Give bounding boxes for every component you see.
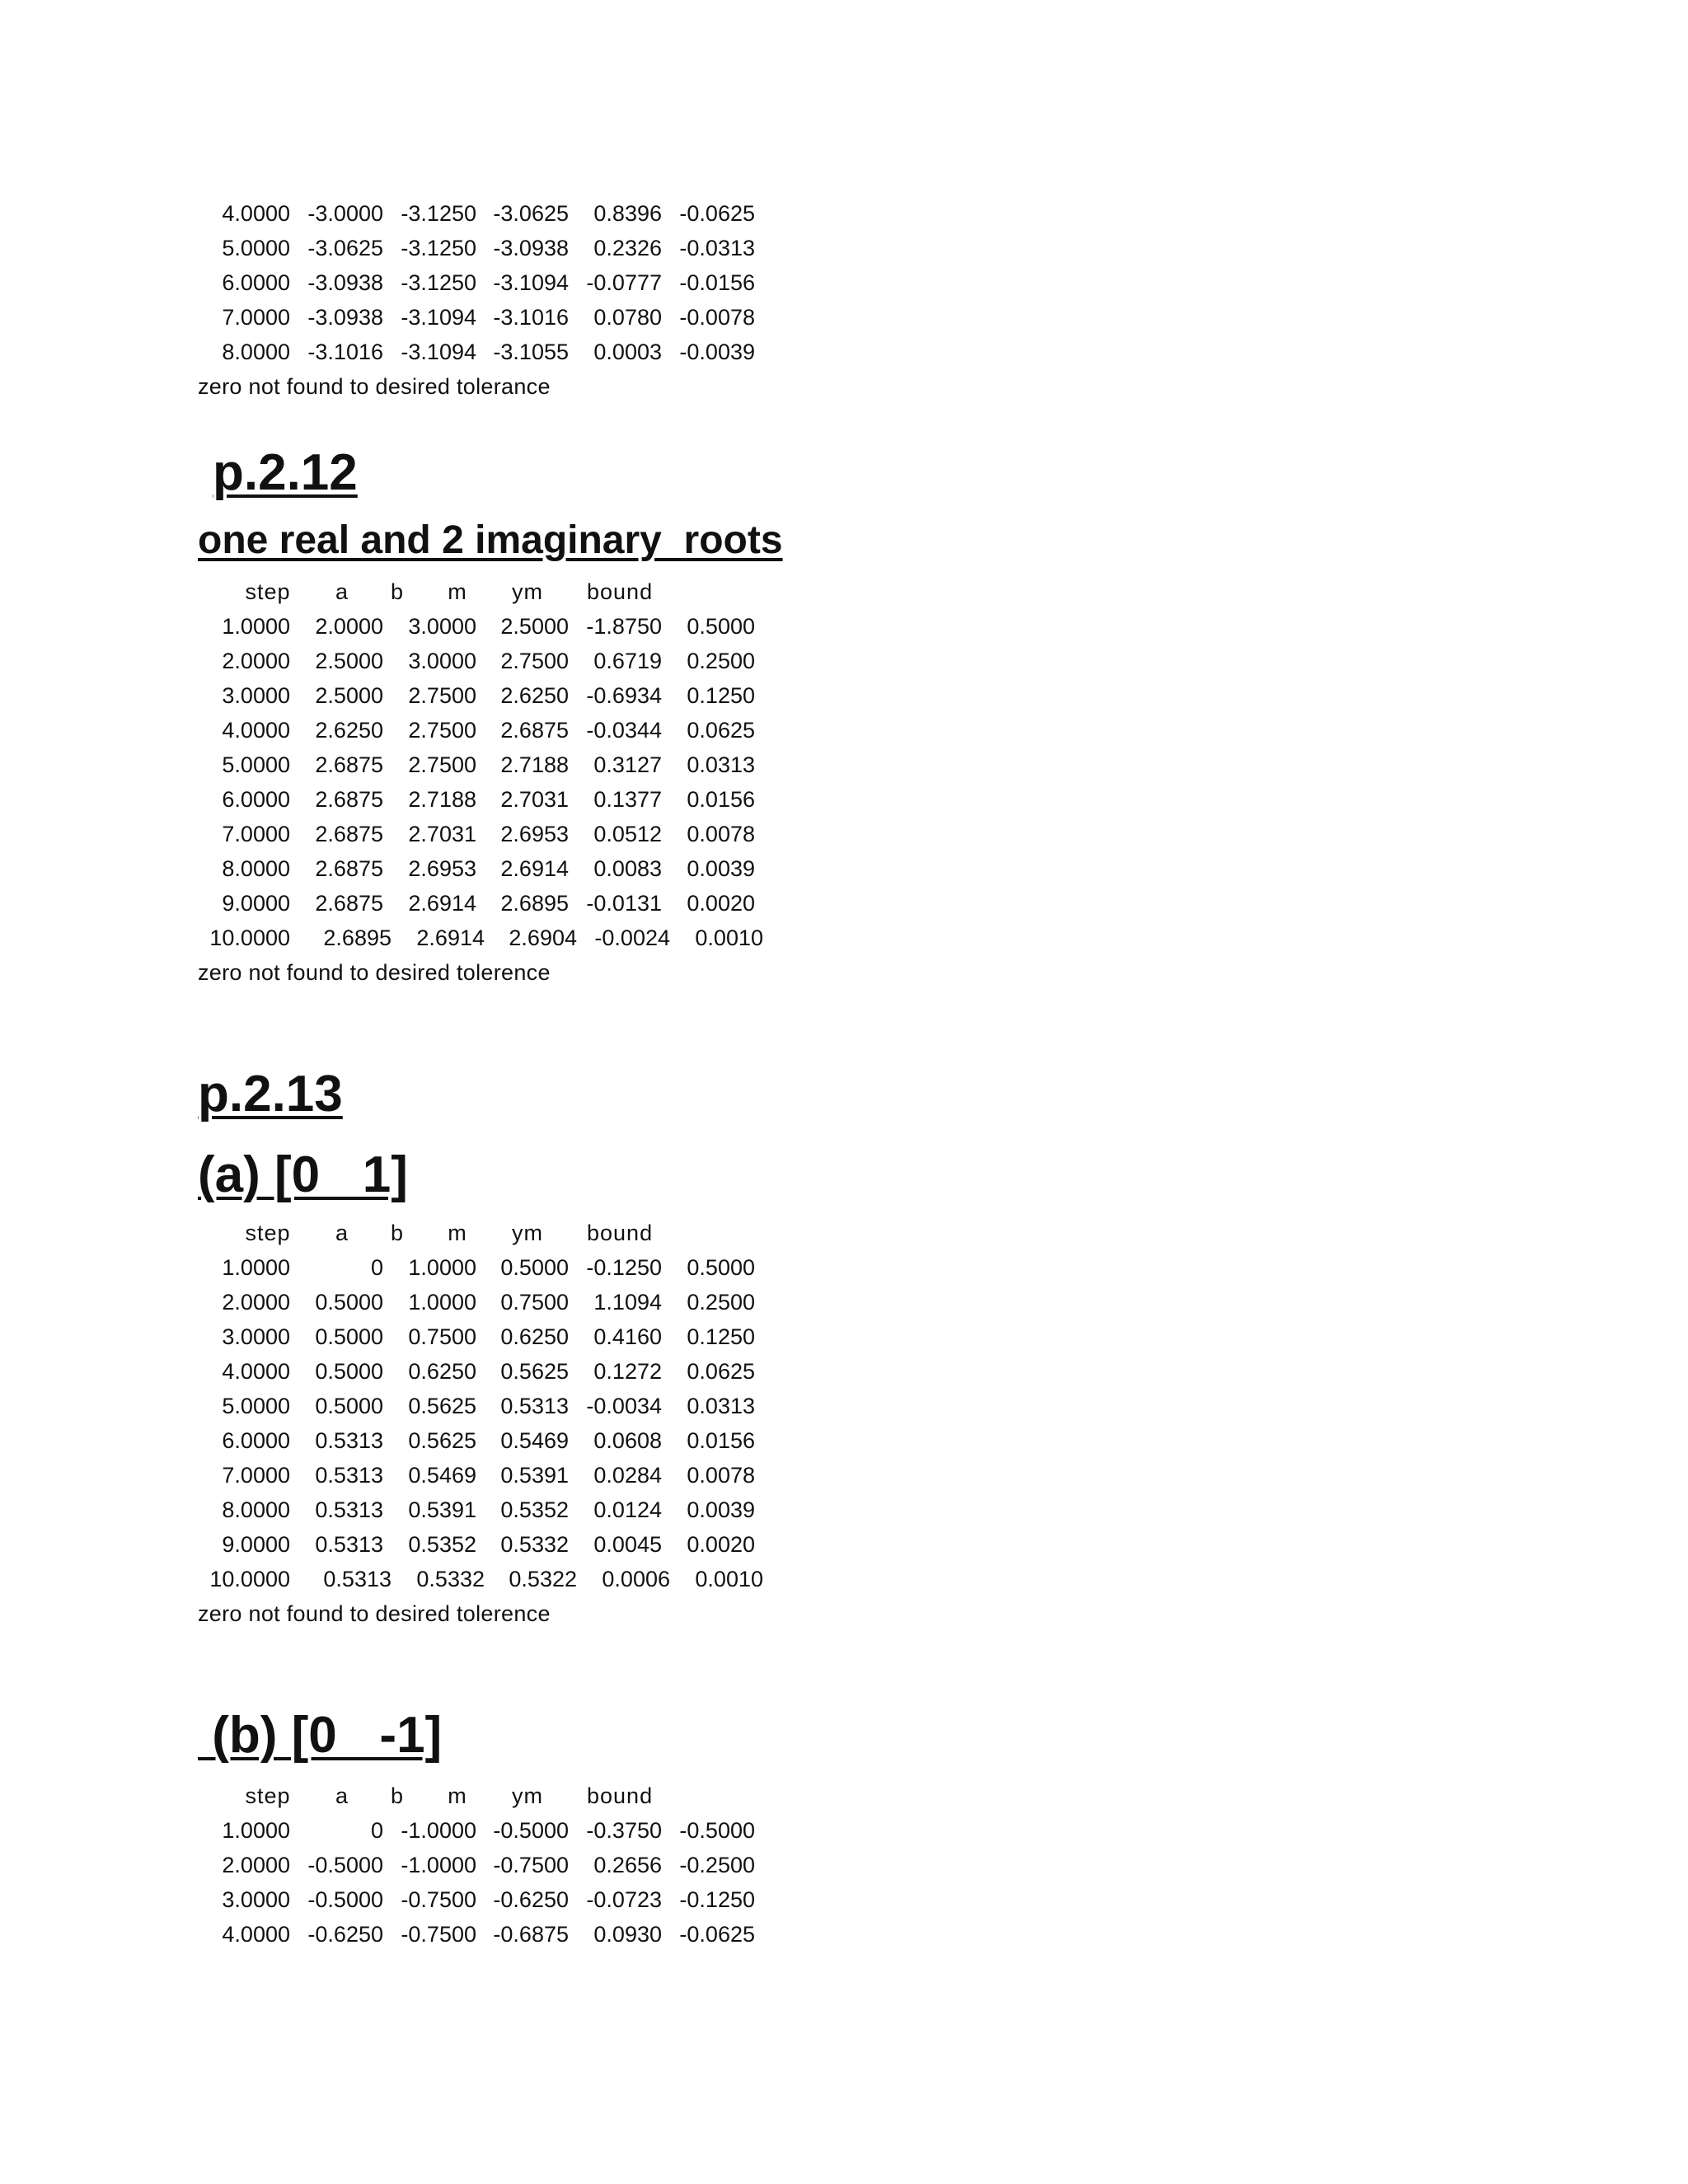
p212-cell: 2.0000 xyxy=(315,614,383,639)
top-cell: -3.0938 xyxy=(493,236,569,260)
part-a-cell: 0.4160 xyxy=(593,1324,662,1349)
part-a-cell: 0.5469 xyxy=(500,1428,569,1453)
part-a-header-bound: bound xyxy=(587,1221,654,1245)
p212-cell: 0.0512 xyxy=(593,822,662,846)
part-a-cell: -0.1250 xyxy=(586,1255,662,1280)
part-a-cell: 0.5000 xyxy=(315,1324,383,1349)
part-b-cell: 0.0930 xyxy=(593,1922,662,1947)
top-cell: -3.1094 xyxy=(493,270,569,295)
part-a-cell: 0.0078 xyxy=(687,1463,755,1488)
p212-cell: 5.0000 xyxy=(222,752,290,777)
table-row xyxy=(198,1527,1022,1562)
top-cell: -3.1016 xyxy=(307,340,383,364)
part-a-header-m: m xyxy=(448,1221,467,1245)
p212-cell: -1.8750 xyxy=(586,614,662,639)
part-a-cell: 0.0010 xyxy=(695,1567,763,1591)
table-row xyxy=(198,1458,1022,1493)
part-a-cell: 0.5000 xyxy=(315,1290,383,1315)
top-cell: -0.0156 xyxy=(679,270,755,295)
part-a-cell: 1.0000 xyxy=(408,1255,476,1280)
p212-cell: 2.6895 xyxy=(323,926,392,950)
table-row xyxy=(198,748,1022,782)
part-a-header-b: b xyxy=(390,1221,405,1245)
part-a-cell: 0.5313 xyxy=(315,1532,383,1557)
table-row xyxy=(198,231,1022,265)
part-a-cell: 0.1272 xyxy=(593,1359,662,1384)
top-cell: 0.8396 xyxy=(593,201,662,226)
part-a-cell: 0.5391 xyxy=(500,1463,569,1488)
top-cell: 7.0000 xyxy=(222,305,290,330)
p212-cell: 3.0000 xyxy=(408,649,476,673)
p212-subtitle: one real and 2 imaginary roots xyxy=(198,518,783,562)
part-a-cell: 8.0000 xyxy=(222,1497,290,1522)
p212-cell: 2.7188 xyxy=(500,752,569,777)
top-cell: -3.1250 xyxy=(401,270,476,295)
top-cell: -0.0313 xyxy=(679,236,755,260)
table-row xyxy=(198,300,1022,335)
p212-cell: 0.0020 xyxy=(687,891,755,916)
p212-cell: 2.6875 xyxy=(315,787,383,812)
part-a-cell: 2.0000 xyxy=(222,1290,290,1315)
p213-part-b-table xyxy=(198,1779,1022,1952)
part-a-cell: 0.0625 xyxy=(687,1359,755,1384)
p212-cell: 4.0000 xyxy=(222,718,290,743)
part-a-cell: 0.0313 xyxy=(687,1394,755,1418)
table-row xyxy=(198,886,1022,921)
top-cell: -0.0078 xyxy=(679,305,755,330)
part-b-cell: -0.5000 xyxy=(307,1853,383,1877)
p212-cell: 0.0083 xyxy=(593,856,662,881)
table-row xyxy=(198,1319,1022,1354)
part-a-cell: 0.0006 xyxy=(602,1567,670,1591)
part-b-cell: -0.5000 xyxy=(679,1818,755,1843)
part-b-cell: -0.5000 xyxy=(493,1818,569,1843)
table-row xyxy=(198,678,1022,713)
p212-cell: 2.5000 xyxy=(500,614,569,639)
p212-cell: 0.5000 xyxy=(687,614,755,639)
p212-table-rows xyxy=(198,609,1022,955)
top-cell: -3.0625 xyxy=(307,236,383,260)
p212-cell: 10.0000 xyxy=(209,926,290,950)
part-a-header-a: a xyxy=(335,1221,349,1245)
part-a-cell: 0.5313 xyxy=(315,1428,383,1453)
p212-cell: 2.6914 xyxy=(408,891,476,916)
part-a-table-header xyxy=(198,1216,1022,1250)
part-a-cell: 0 xyxy=(370,1255,383,1280)
p212-cell: -0.0131 xyxy=(586,891,662,916)
p212-cell: 0.1250 xyxy=(687,683,755,708)
p212-table-note: zero not found to desired tolerence xyxy=(198,960,551,985)
p212-cell: 2.5000 xyxy=(315,683,383,708)
p212-table xyxy=(198,574,1022,990)
part-b-cell: -0.7500 xyxy=(401,1922,476,1947)
top-cell: 6.0000 xyxy=(222,270,290,295)
part-b-cell: -0.7500 xyxy=(493,1853,569,1877)
part-b-cell: -0.1250 xyxy=(679,1887,755,1912)
part-a-cell: -0.0034 xyxy=(586,1394,662,1418)
part-b-cell: -0.6250 xyxy=(307,1922,383,1947)
table-row xyxy=(198,817,1022,851)
part-a-cell: 0.5352 xyxy=(500,1497,569,1522)
p212-cell: 0.6719 xyxy=(593,649,662,673)
part-a-cell: 0.1250 xyxy=(687,1324,755,1349)
top-cell: 8.0000 xyxy=(222,340,290,364)
p212-cell: 0.3127 xyxy=(593,752,662,777)
p212-cell: 2.7500 xyxy=(408,752,476,777)
p212-cell: -0.0024 xyxy=(594,926,670,950)
p212-cell: 0.0625 xyxy=(687,718,755,743)
part-a-cell: 4.0000 xyxy=(222,1359,290,1384)
part-a-cell: 0.0045 xyxy=(593,1532,662,1557)
part-b-header-m: m xyxy=(448,1783,467,1808)
table-row xyxy=(198,196,1022,231)
part-a-header-step: step xyxy=(245,1221,291,1245)
part-a-cell: 0.6250 xyxy=(500,1324,569,1349)
p212-cell: 0.0313 xyxy=(687,752,755,777)
part-a-cell: 0.5332 xyxy=(416,1567,485,1591)
part-b-table-header xyxy=(198,1779,1022,1813)
part-a-cell: 0.5625 xyxy=(408,1428,476,1453)
table-row xyxy=(198,1562,1022,1596)
part-a-cell: 1.0000 xyxy=(408,1290,476,1315)
part-b-cell: -0.3750 xyxy=(586,1818,662,1843)
table-row xyxy=(198,921,1022,955)
p212-header-ym: ym xyxy=(512,579,543,604)
top-cell: -0.0625 xyxy=(679,201,755,226)
table-row xyxy=(198,1250,1022,1285)
table-row xyxy=(198,1813,1022,1848)
part-a-cell: 0.5000 xyxy=(687,1255,755,1280)
p212-cell: 0.0078 xyxy=(687,822,755,846)
table-row xyxy=(198,1389,1022,1423)
part-a-cell: 0.5000 xyxy=(315,1359,383,1384)
part-a-cell: 0.5313 xyxy=(315,1497,383,1522)
part-a-cell: 0.5625 xyxy=(500,1359,569,1384)
part-a-header-ym: ym xyxy=(512,1221,543,1245)
p212-cell: 6.0000 xyxy=(222,787,290,812)
part-a-cell: 0.0039 xyxy=(687,1497,755,1522)
part-a-table-note: zero not found to desired tolerence xyxy=(198,1601,551,1626)
p212-cell: 0.0156 xyxy=(687,787,755,812)
p213-part-b-title: (b) [0 -1] xyxy=(198,1707,443,1764)
table-row xyxy=(198,265,1022,300)
part-a-cell: 0.5313 xyxy=(315,1463,383,1488)
part-a-cell: 1.1094 xyxy=(593,1290,662,1315)
part-b-cell: -0.7500 xyxy=(401,1887,476,1912)
p212-cell: 2.7188 xyxy=(408,787,476,812)
table-row xyxy=(198,713,1022,748)
part-a-cell: 0.5391 xyxy=(408,1497,476,1522)
top-cell: -3.1055 xyxy=(493,340,569,364)
p212-cell: 2.7500 xyxy=(408,718,476,743)
part-b-cell: 1.0000 xyxy=(222,1818,290,1843)
part-a-cell: 0.0124 xyxy=(593,1497,662,1522)
p212-cell: 2.6904 xyxy=(509,926,577,950)
top-cell: -3.1250 xyxy=(401,236,476,260)
part-b-cell: 0 xyxy=(370,1818,383,1843)
part-a-cell: 7.0000 xyxy=(222,1463,290,1488)
table-row xyxy=(198,851,1022,886)
p212-cell: 0.2500 xyxy=(687,649,755,673)
p212-cell: 3.0000 xyxy=(222,683,290,708)
top-cell: 4.0000 xyxy=(222,201,290,226)
part-a-table-rows xyxy=(198,1250,1022,1596)
p212-cell: 2.6875 xyxy=(315,752,383,777)
p212-cell: 2.5000 xyxy=(315,649,383,673)
p212-cell: 8.0000 xyxy=(222,856,290,881)
top-cell: 5.0000 xyxy=(222,236,290,260)
p212-cell: 7.0000 xyxy=(222,822,290,846)
part-a-cell: 0.0020 xyxy=(687,1532,755,1557)
part-b-cell: -0.5000 xyxy=(307,1887,383,1912)
p212-cell: 2.6914 xyxy=(416,926,485,950)
p212-cell: 2.6895 xyxy=(500,891,569,916)
part-b-header-step: step xyxy=(245,1783,291,1808)
p212-header-a: a xyxy=(335,579,349,604)
p212-cell: 2.6250 xyxy=(315,718,383,743)
p212-cell: 2.6875 xyxy=(315,822,383,846)
p212-header-b: b xyxy=(390,579,405,604)
part-b-cell: -0.2500 xyxy=(679,1853,755,1877)
part-b-cell: 0.2656 xyxy=(593,1853,662,1877)
p212-cell: 0.0039 xyxy=(687,856,755,881)
top-cell: -3.0625 xyxy=(493,201,569,226)
p212-cell: 9.0000 xyxy=(222,891,290,916)
part-b-table-rows xyxy=(198,1813,1022,1952)
table-row xyxy=(198,1882,1022,1917)
part-a-cell: 0.5000 xyxy=(315,1394,383,1418)
top-cell: -0.0039 xyxy=(679,340,755,364)
p212-cell: 2.0000 xyxy=(222,649,290,673)
top-cell: -3.1250 xyxy=(401,201,476,226)
table-row xyxy=(198,609,1022,644)
p212-cell: -0.0344 xyxy=(586,718,662,743)
part-b-header-a: a xyxy=(335,1783,349,1808)
part-b-cell: 2.0000 xyxy=(222,1853,290,1877)
part-b-cell: -1.0000 xyxy=(401,1853,476,1877)
top-cell: 0.2326 xyxy=(593,236,662,260)
p212-header-step: step xyxy=(245,579,291,604)
top-cell: -3.0000 xyxy=(307,201,383,226)
p212-cell: 3.0000 xyxy=(408,614,476,639)
part-a-cell: 0.0608 xyxy=(593,1428,662,1453)
part-b-cell: -0.0625 xyxy=(679,1922,755,1947)
part-a-cell: 0.6250 xyxy=(408,1359,476,1384)
p213-title: p.2.13 xyxy=(198,1066,343,1122)
p212-cell: 2.6914 xyxy=(500,856,569,881)
p212-title: p.2.12 xyxy=(213,444,358,501)
table-row xyxy=(198,1285,1022,1319)
top-table xyxy=(198,196,1022,404)
p212-cell: 2.6250 xyxy=(500,683,569,708)
table-row xyxy=(198,1917,1022,1952)
top-cell: -3.1094 xyxy=(401,305,476,330)
part-a-cell: 0.5322 xyxy=(509,1567,577,1591)
top-cell: -3.0938 xyxy=(307,305,383,330)
p212-header-bound: bound xyxy=(587,579,654,604)
top-cell: 0.0003 xyxy=(593,340,662,364)
part-a-cell: 9.0000 xyxy=(222,1532,290,1557)
part-a-cell: 0.5625 xyxy=(408,1394,476,1418)
table-row xyxy=(198,1848,1022,1882)
part-a-cell: 0.5469 xyxy=(408,1463,476,1488)
p212-cell: 0.0010 xyxy=(695,926,763,950)
part-b-cell: -0.0723 xyxy=(586,1887,662,1912)
p212-table-header xyxy=(198,574,1022,609)
part-a-cell: 0.7500 xyxy=(408,1324,476,1349)
table-row xyxy=(198,1423,1022,1458)
part-a-cell: 0.2500 xyxy=(687,1290,755,1315)
part-b-cell: 4.0000 xyxy=(222,1922,290,1947)
part-a-cell: 0.5352 xyxy=(408,1532,476,1557)
p212-cell: 2.7500 xyxy=(500,649,569,673)
part-b-cell: -0.6875 xyxy=(493,1922,569,1947)
p212-cell: -0.6934 xyxy=(586,683,662,708)
p212-cell: 2.6953 xyxy=(500,822,569,846)
part-a-cell: 1.0000 xyxy=(222,1255,290,1280)
part-a-cell: 0.5000 xyxy=(500,1255,569,1280)
p212-cell: 2.7500 xyxy=(408,683,476,708)
part-b-header-b: b xyxy=(390,1783,405,1808)
part-a-cell: 0.0284 xyxy=(593,1463,662,1488)
top-table-rows xyxy=(198,196,1022,369)
table-row xyxy=(198,782,1022,817)
part-b-cell: -0.6250 xyxy=(493,1887,569,1912)
p212-header-m: m xyxy=(448,579,467,604)
table-row xyxy=(198,644,1022,678)
p212-cell: 2.6953 xyxy=(408,856,476,881)
p212-cell: 0.1377 xyxy=(593,787,662,812)
part-a-cell: 0.7500 xyxy=(500,1290,569,1315)
table-row xyxy=(198,1493,1022,1527)
top-cell: -3.1094 xyxy=(401,340,476,364)
table-row xyxy=(198,335,1022,369)
p212-cell: 2.6875 xyxy=(315,891,383,916)
part-b-header-bound: bound xyxy=(587,1783,654,1808)
part-a-cell: 10.0000 xyxy=(209,1567,290,1591)
top-cell: -0.0777 xyxy=(586,270,662,295)
part-b-header-ym: ym xyxy=(512,1783,543,1808)
part-a-cell: 0.5313 xyxy=(323,1567,392,1591)
p213-part-a-title: (a) [0 1] xyxy=(198,1146,408,1203)
top-table-note: zero not found to desired tolerance xyxy=(198,374,551,399)
part-a-cell: 5.0000 xyxy=(222,1394,290,1418)
part-a-cell: 0.5313 xyxy=(500,1394,569,1418)
table-row xyxy=(198,1354,1022,1389)
top-cell: 0.0780 xyxy=(593,305,662,330)
p212-cell: 2.7031 xyxy=(408,822,476,846)
p213-part-a-table xyxy=(198,1216,1022,1631)
p212-cell: 2.7031 xyxy=(500,787,569,812)
part-b-cell: -1.0000 xyxy=(401,1818,476,1843)
part-a-cell: 0.0156 xyxy=(687,1428,755,1453)
p212-cell: 2.6875 xyxy=(500,718,569,743)
p212-cell: 2.6875 xyxy=(315,856,383,881)
part-a-cell: 0.5332 xyxy=(500,1532,569,1557)
part-a-cell: 6.0000 xyxy=(222,1428,290,1453)
part-b-cell: 3.0000 xyxy=(222,1887,290,1912)
p212-cell: 1.0000 xyxy=(222,614,290,639)
top-cell: -3.1016 xyxy=(493,305,569,330)
part-a-cell: 3.0000 xyxy=(222,1324,290,1349)
top-cell: -3.0938 xyxy=(307,270,383,295)
